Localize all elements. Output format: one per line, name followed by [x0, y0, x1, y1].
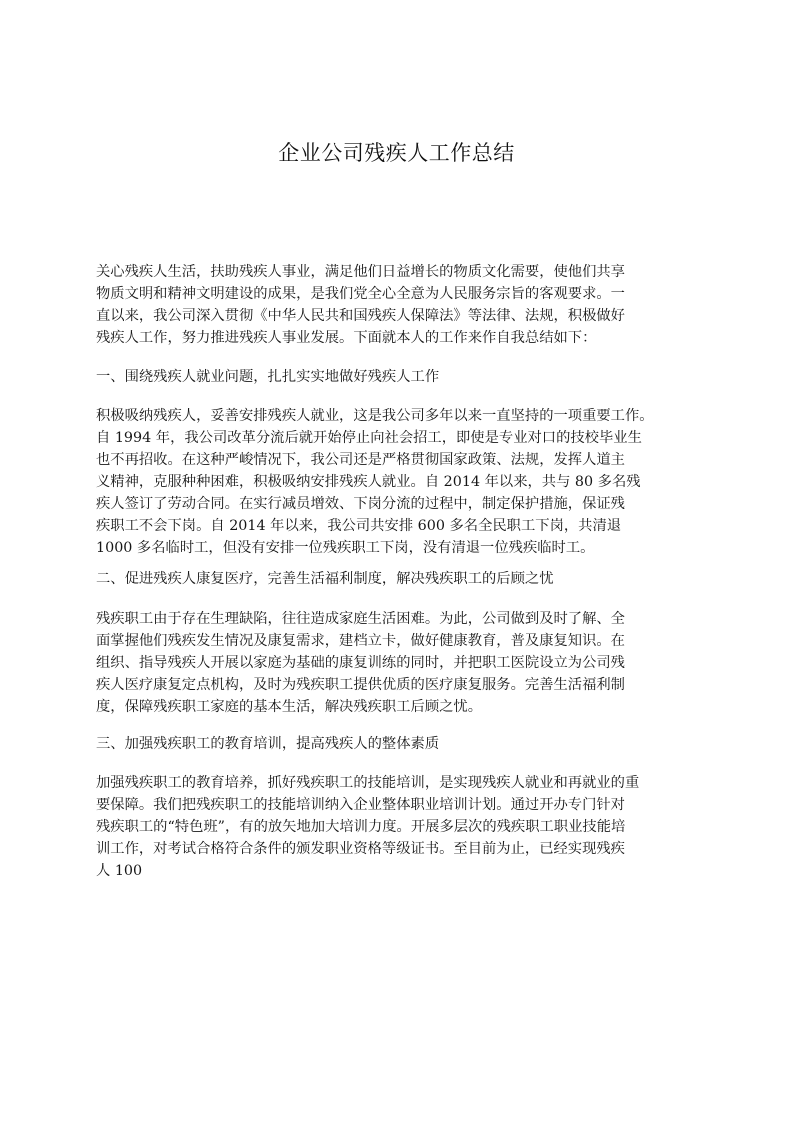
section-2-paragraph [96, 608, 716, 718]
paragraph-line: 1000 多名临时工，但没有安排一位残疾职工下岗，没有清退一位残疾临时工。 [96, 540, 595, 556]
section-heading-2: 二、促进残疾人康复医疗，完善生活福利制度，解决残疾职工的后顾之忧 [96, 571, 554, 587]
paragraph-line: 组织、指导残疾人开展以家庭为基础的康复训练的同时，并把职工医院设立为公司残 [96, 655, 625, 671]
section-heading-3: 三、加强残疾职工的教育培训，提高残疾人的整体素质 [96, 736, 440, 752]
paragraph-line: 残疾职工由于存在生理缺陷，往往造成家庭生活困难。为此，公司做到及时了解、全 [96, 611, 625, 627]
paragraph-line: 加强残疾职工的教育培养，抓好残疾职工的技能培训，是实现残疾人就业和再就业的重 [96, 775, 640, 791]
paragraph-line: 度，保障残疾职工家庭的基本生活，解决残疾职工后顾之忧。 [96, 699, 483, 715]
paragraph-line: 训工作，对考试合格符合条件的颁发职业资格等级证书。至目前为止，已经实现残疾 [96, 841, 625, 857]
paragraph-line: 疾职工不会下岗。自 2014 年以来，我公司共安排 600 多名全民职工下岗，共清退 [96, 518, 622, 534]
paragraph-line: 义精神，克服种种困难，积极吸纳安排残疾人就业。自 2014 年以来，共与 80 多名残 [96, 474, 641, 490]
intro-paragraph [96, 261, 716, 349]
paragraph-line: 疾人医疗康复定点机构，及时为残疾职工提供优质的医疗康复服务。完善生活福利制 [96, 677, 625, 693]
paragraph-line: 残疾职工的“特色班”，有的放矢地加大培训力度。开展多层次的残疾职工职业技能培 [96, 819, 626, 835]
paragraph-line: 疾人签订了劳动合同。在实行减员增效、下岗分流的过程中，制定保护措施，保证残 [96, 496, 625, 512]
paragraph-line: 自 1994 年，我公司改革分流后就开始停止向社会招工，即使是专业对口的技校毕业生 [96, 430, 642, 446]
document-title: 企业公司残疾人工作总结 [278, 141, 515, 165]
section-1-paragraph [96, 405, 716, 559]
paragraph-line: 要保障。我们把残疾职工的技能培训纳入企业整体职业培训计划。通过开办专门针对 [96, 797, 625, 813]
paragraph-line: 也不再招收。在这种严峻情况下，我公司还是严格贯彻国家政策、法规，发挥人道主 [96, 452, 625, 468]
paragraph-line: 关心残疾人生活，扶助残疾人事业，满足他们日益增长的物质文化需要，使他们共享 [96, 264, 625, 280]
paragraph-line: 面掌握他们残疾发生情况及康复需求，建档立卡，做好健康教育，普及康复知识。在 [96, 633, 625, 649]
section-3-paragraph [96, 772, 716, 882]
paragraph-line: 积极吸纳残疾人，妥善安排残疾人就业，这是我公司多年以来一直坚持的一项重要工作。 [96, 408, 654, 424]
paragraph-line: 直以来，我公司深入贯彻《中华人民共和国残疾人保障法》等法律、法规，积极做好 [96, 308, 625, 324]
paragraph-line: 物质文明和精神文明建设的成果，是我们党全心全意为人民服务宗旨的客观要求。一 [96, 286, 625, 302]
section-heading-1: 一、围绕残疾人就业问题，扎扎实实地做好残疾人工作 [96, 369, 440, 385]
paragraph-line: 残疾人工作，努力推进残疾人事业发展。下面就本人的工作来作自我总结如下： [96, 330, 597, 346]
paragraph-line: 人 100 [96, 863, 143, 879]
